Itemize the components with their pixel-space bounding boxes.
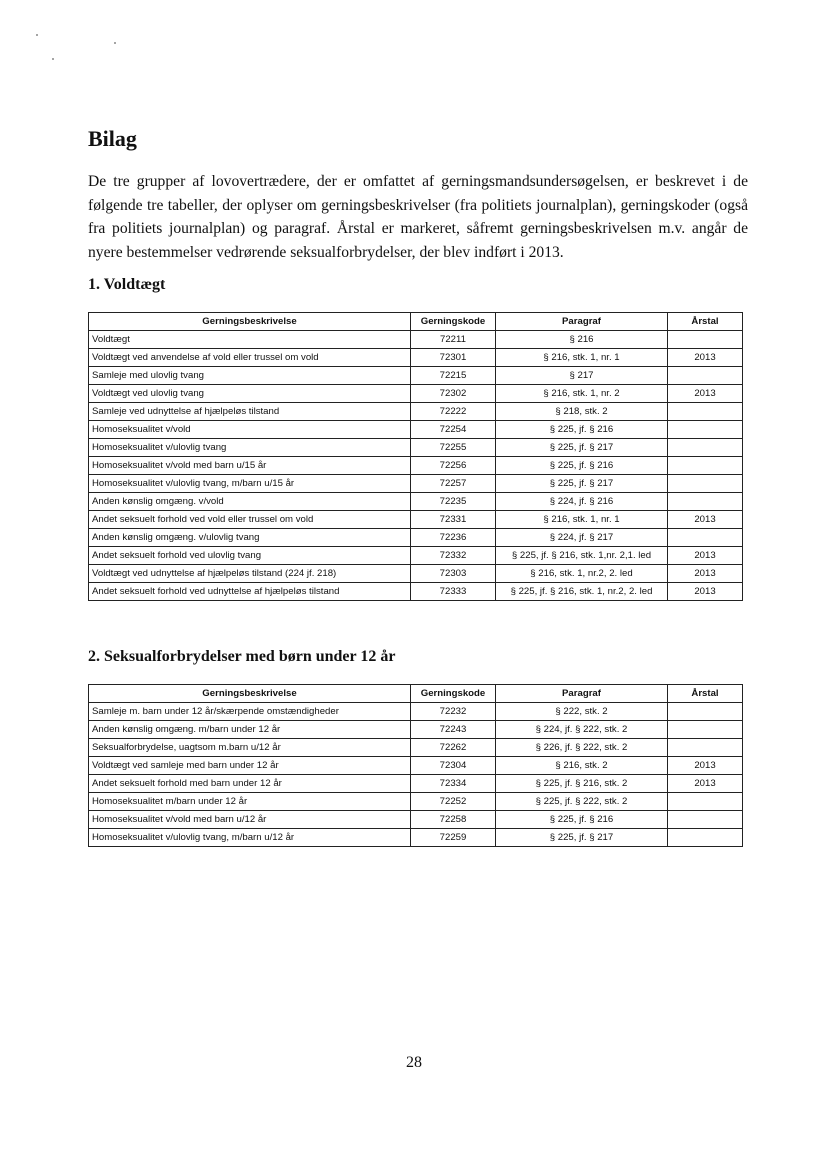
table-row [89, 385, 743, 403]
table-row [89, 775, 743, 793]
cell-gerningsbeskrivelse: Anden kønslig omgæng. v/ulovlig tvang [89, 529, 411, 547]
header-gerningsbeskrivelse: Gerningsbeskrivelse [89, 313, 411, 331]
table-row [89, 757, 743, 775]
cell-gerningsbeskrivelse: Seksualforbrydelse, uagtsom m.barn u/12 år [89, 739, 411, 757]
cell-gerningskode: 72333 [411, 583, 496, 601]
cell-gerningsbeskrivelse: Andet seksuelt forhold ved ulovlig tvang [89, 547, 411, 565]
cell-gerningsbeskrivelse: Samleje m. barn under 12 år/skærpende omstændigheder [89, 703, 411, 721]
cell-gerningsbeskrivelse: Homoseksualitet v/ulovlig tvang, m/barn u/12 år [89, 829, 411, 847]
cell-aarstal: 2013 [668, 565, 743, 583]
table-row [89, 439, 743, 457]
cell-gerningsbeskrivelse: Voldtægt ved udnyttelse af hjælpeløs tilstand (224 jf. 218) [89, 565, 411, 583]
cell-paragraf: § 225, jf. § 217 [496, 829, 668, 847]
cell-paragraf: § 225, jf. § 216, stk. 1, nr.2, 2. led [496, 583, 668, 601]
cell-gerningsbeskrivelse: Anden kønslig omgæng. v/vold [89, 493, 411, 511]
header-gerningskode: Gerningskode [411, 313, 496, 331]
cell-aarstal [668, 475, 743, 493]
cell-paragraf: § 222, stk. 2 [496, 703, 668, 721]
cell-gerningskode: 72332 [411, 547, 496, 565]
cell-gerningsbeskrivelse: Voldtægt ved samleje med barn under 12 år [89, 757, 411, 775]
cell-paragraf: § 225, jf. § 217 [496, 439, 668, 457]
cell-gerningskode: 72235 [411, 493, 496, 511]
table-row [89, 457, 743, 475]
cell-aarstal [668, 529, 743, 547]
cell-paragraf: § 225, jf. § 216 [496, 457, 668, 475]
cell-paragraf: § 216, stk. 1, nr. 1 [496, 349, 668, 367]
cell-gerningsbeskrivelse: Voldtægt ved anvendelse af vold eller trussel om vold [89, 349, 411, 367]
table-row [89, 475, 743, 493]
header-paragraf: Paragraf [496, 313, 668, 331]
cell-gerningskode: 72256 [411, 457, 496, 475]
table-row [89, 565, 743, 583]
cell-aarstal [668, 739, 743, 757]
page-heading: Bilag [88, 126, 137, 151]
cell-paragraf: § 217 [496, 367, 668, 385]
cell-gerningskode: 72222 [411, 403, 496, 421]
cell-paragraf: § 216, stk. 1, nr. 1 [496, 511, 668, 529]
cell-aarstal [668, 457, 743, 475]
table-row [89, 793, 743, 811]
cell-gerningsbeskrivelse: Homoseksualitet v/vold med barn u/15 år [89, 457, 411, 475]
cell-gerningsbeskrivelse: Andet seksuelt forhold ved vold eller trussel om vold [89, 511, 411, 529]
cell-paragraf: § 216 [496, 331, 668, 349]
cell-paragraf: § 225, jf. § 222, stk. 2 [496, 793, 668, 811]
cell-aarstal [668, 703, 743, 721]
cell-aarstal [668, 367, 743, 385]
scan-speck [36, 34, 38, 36]
cell-paragraf: § 225, jf. § 216 [496, 811, 668, 829]
cell-gerningskode: 72304 [411, 757, 496, 775]
cell-aarstal: 2013 [668, 547, 743, 565]
table-row [89, 331, 743, 349]
cell-aarstal: 2013 [668, 349, 743, 367]
table-row [89, 829, 743, 847]
cell-gerningsbeskrivelse: Samleje med ulovlig tvang [89, 367, 411, 385]
header-gerningsbeskrivelse: Gerningsbeskrivelse [89, 685, 411, 703]
cell-gerningsbeskrivelse: Voldtægt ved ulovlig tvang [89, 385, 411, 403]
cell-gerningsbeskrivelse: Homoseksualitet v/vold [89, 421, 411, 439]
cell-gerningskode: 72232 [411, 703, 496, 721]
cell-gerningskode: 72252 [411, 793, 496, 811]
cell-paragraf: § 225, jf. § 217 [496, 475, 668, 493]
cell-gerningskode: 72215 [411, 367, 496, 385]
table-row [89, 739, 743, 757]
cell-aarstal [668, 793, 743, 811]
table-row [89, 529, 743, 547]
cell-gerningskode: 72303 [411, 565, 496, 583]
table-row [89, 367, 743, 385]
cell-aarstal: 2013 [668, 385, 743, 403]
cell-gerningsbeskrivelse: Voldtægt [89, 331, 411, 349]
cell-aarstal [668, 421, 743, 439]
cell-paragraf: § 216, stk. 1, nr. 2 [496, 385, 668, 403]
cell-gerningskode: 72302 [411, 385, 496, 403]
cell-aarstal [668, 721, 743, 739]
cell-aarstal: 2013 [668, 583, 743, 601]
table-row [89, 583, 743, 601]
table-row [89, 811, 743, 829]
section-2-title: 2. Seksualforbrydelser med børn under 12 år [88, 648, 396, 665]
table-row [89, 493, 743, 511]
cell-paragraf: § 225, jf. § 216, stk. 1,nr. 2,1. led [496, 547, 668, 565]
cell-aarstal [668, 811, 743, 829]
cell-gerningsbeskrivelse: Anden kønslig omgæng. m/barn under 12 år [89, 721, 411, 739]
cell-gerningskode: 72259 [411, 829, 496, 847]
cell-aarstal: 2013 [668, 511, 743, 529]
cell-gerningskode: 72257 [411, 475, 496, 493]
intro-paragraph: De tre grupper af lovovertrædere, der er omfattet af gerningsmandsundersøgelsen, er beskrevet i de følgende tre tabeller, der oplyser om gerningsbeskrivelser (fra politiets journalplan), gerningskoder (også fra politiets journalplan) og paragraf. Årstal er markeret, såfremt gerningsbeskrivelsen m.v. angår de nyere bestemmelser vedrørende seksualforbrydelser, der blev indført i 2013. [88, 173, 748, 261]
cell-paragraf: § 226, jf. § 222, stk. 2 [496, 739, 668, 757]
header-aarstal: Årstal [668, 685, 743, 703]
table-row [89, 721, 743, 739]
scan-speck [114, 42, 116, 44]
cell-gerningsbeskrivelse: Homoseksualitet v/ulovlig tvang, m/barn u/15 år [89, 475, 411, 493]
table-row [89, 547, 743, 565]
cell-gerningsbeskrivelse: Homoseksualitet m/barn under 12 år [89, 793, 411, 811]
cell-paragraf: § 224, jf. § 216 [496, 493, 668, 511]
header-gerningskode: Gerningskode [411, 685, 496, 703]
cell-paragraf: § 216, stk. 1, nr.2, 2. led [496, 565, 668, 583]
cell-aarstal: 2013 [668, 757, 743, 775]
cell-aarstal [668, 331, 743, 349]
cell-gerningskode: 72255 [411, 439, 496, 457]
cell-gerningsbeskrivelse: Andet seksuelt forhold ved udnyttelse af hjælpeløs tilstand [89, 583, 411, 601]
cell-gerningsbeskrivelse: Homoseksualitet v/ulovlig tvang [89, 439, 411, 457]
cell-gerningskode: 72331 [411, 511, 496, 529]
page-number: 28 [406, 1054, 422, 1071]
cell-gerningskode: 72236 [411, 529, 496, 547]
table-row [89, 403, 743, 421]
table-row [89, 703, 743, 721]
table-voldtaegt [88, 312, 743, 601]
scan-speck [52, 58, 54, 60]
cell-aarstal [668, 439, 743, 457]
table-header-row [89, 685, 743, 703]
cell-aarstal [668, 493, 743, 511]
cell-aarstal [668, 403, 743, 421]
cell-aarstal: 2013 [668, 775, 743, 793]
table-header-row [89, 313, 743, 331]
cell-paragraf: § 225, jf. § 216 [496, 421, 668, 439]
table-row [89, 511, 743, 529]
cell-aarstal [668, 829, 743, 847]
cell-gerningskode: 72258 [411, 811, 496, 829]
cell-gerningsbeskrivelse: Homoseksualitet v/vold med barn u/12 år [89, 811, 411, 829]
cell-paragraf: § 224, jf. § 222, stk. 2 [496, 721, 668, 739]
table-boern-under-12 [88, 684, 743, 847]
cell-paragraf: § 225, jf. § 216, stk. 2 [496, 775, 668, 793]
table-row [89, 421, 743, 439]
table-row [89, 349, 743, 367]
cell-gerningskode: 72211 [411, 331, 496, 349]
header-paragraf: Paragraf [496, 685, 668, 703]
section-1-title: 1. Voldtægt [88, 276, 166, 293]
cell-paragraf: § 218, stk. 2 [496, 403, 668, 421]
cell-gerningsbeskrivelse: Andet seksuelt forhold med barn under 12 år [89, 775, 411, 793]
cell-gerningskode: 72334 [411, 775, 496, 793]
cell-gerningskode: 72262 [411, 739, 496, 757]
cell-gerningsbeskrivelse: Samleje ved udnyttelse af hjælpeløs tilstand [89, 403, 411, 421]
cell-paragraf: § 216, stk. 2 [496, 757, 668, 775]
cell-gerningskode: 72243 [411, 721, 496, 739]
cell-gerningskode: 72254 [411, 421, 496, 439]
cell-paragraf: § 224, jf. § 217 [496, 529, 668, 547]
cell-gerningskode: 72301 [411, 349, 496, 367]
header-aarstal: Årstal [668, 313, 743, 331]
